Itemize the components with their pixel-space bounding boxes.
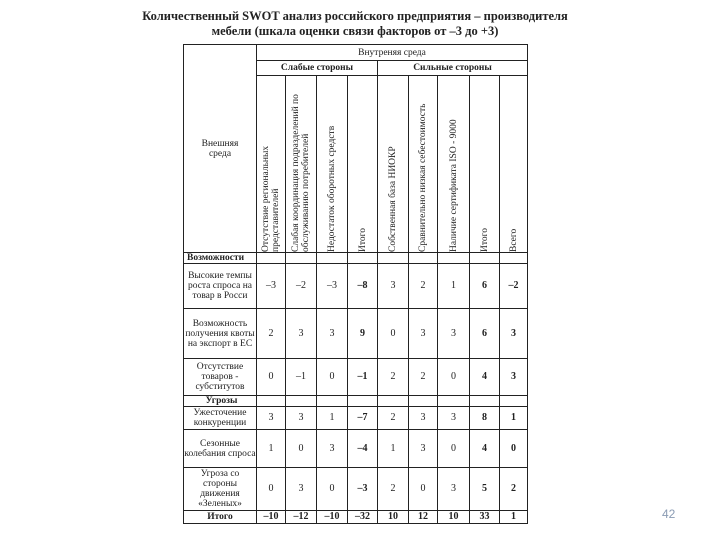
- score-cell: –3: [317, 264, 348, 309]
- column-header: [286, 76, 317, 253]
- total-label: Итого: [184, 511, 257, 524]
- score-cell: 3: [286, 468, 317, 511]
- threats-label: Угрозы: [184, 396, 257, 407]
- score-cell: 3: [438, 468, 470, 511]
- empty-cell: [317, 396, 348, 407]
- column-header-label: Итого: [479, 227, 490, 252]
- score-cell: 2: [500, 468, 528, 511]
- score-cell: 1: [257, 430, 286, 468]
- column-header-label: Наличие сертификата ISO - 9000: [448, 119, 459, 252]
- score-cell: 2: [409, 359, 438, 396]
- opportunities-label: Возможности: [184, 253, 257, 264]
- score-cell: 3: [378, 264, 409, 309]
- column-header-label: Всего: [508, 228, 519, 252]
- score-cell: 3: [438, 309, 470, 359]
- score-cell: 5: [470, 468, 500, 511]
- score-cell: 1: [378, 430, 409, 468]
- score-cell: 2: [378, 359, 409, 396]
- total-cell: –12: [286, 511, 317, 524]
- column-header: [438, 76, 470, 253]
- empty-cell: [348, 253, 378, 264]
- total-cell: 12: [409, 511, 438, 524]
- score-cell: 3: [317, 430, 348, 468]
- row-label: Высокие темпы роста спроса на товар в Росси: [184, 264, 257, 309]
- score-cell: 3: [409, 309, 438, 359]
- score-cell: 0: [257, 468, 286, 511]
- empty-cell: [286, 396, 317, 407]
- score-cell: 2: [257, 309, 286, 359]
- column-header-label: Отсутствие региональных представителей: [261, 145, 281, 252]
- table-row: [184, 309, 528, 359]
- empty-cell: [286, 253, 317, 264]
- table-row: [184, 468, 528, 511]
- title-line-1: Количественный SWOT анализ российского предприятия – производителя: [142, 9, 568, 23]
- score-cell: 0: [257, 359, 286, 396]
- empty-cell: [470, 396, 500, 407]
- score-cell: –4: [348, 430, 378, 468]
- score-cell: 3: [500, 309, 528, 359]
- column-header-label: Слабая координация подразделений по обслуживанию потребителей: [291, 94, 311, 252]
- row-label: Возможность получения квоты на экспорт в ЕС: [184, 309, 257, 359]
- score-cell: 4: [470, 359, 500, 396]
- total-cell: 10: [438, 511, 470, 524]
- column-header: [257, 76, 286, 253]
- score-cell: 0: [438, 359, 470, 396]
- empty-cell: [378, 253, 409, 264]
- score-cell: 6: [470, 309, 500, 359]
- table-row: [184, 407, 528, 430]
- column-header: [409, 76, 438, 253]
- score-cell: 1: [438, 264, 470, 309]
- empty-cell: [378, 396, 409, 407]
- swot-table: [183, 44, 528, 524]
- score-cell: 1: [317, 407, 348, 430]
- score-cell: 4: [470, 430, 500, 468]
- score-cell: 0: [378, 309, 409, 359]
- title-line-2: мебели (шкала оценки связи факторов от –3 до +3): [211, 24, 499, 38]
- column-header: [378, 76, 409, 253]
- score-cell: –8: [348, 264, 378, 309]
- internal-header: Внутреняя среда: [257, 45, 528, 61]
- page-number: 42: [662, 507, 676, 521]
- row-label: Угроза со стороны движения «Зеленых»: [184, 468, 257, 511]
- empty-cell: [409, 253, 438, 264]
- total-row: [184, 511, 528, 524]
- score-cell: 3: [438, 407, 470, 430]
- score-cell: –7: [348, 407, 378, 430]
- column-header: [470, 76, 500, 253]
- empty-cell: [500, 396, 528, 407]
- total-cell: 10: [378, 511, 409, 524]
- total-cell: 1: [500, 511, 528, 524]
- score-cell: 0: [317, 359, 348, 396]
- empty-cell: [257, 253, 286, 264]
- row-label: Отсутствие товаров - субститутов: [184, 359, 257, 396]
- total-cell: –32: [348, 511, 378, 524]
- weak-header: Слабые стороны: [257, 61, 378, 76]
- score-cell: –3: [257, 264, 286, 309]
- empty-cell: [317, 253, 348, 264]
- total-cell: –10: [317, 511, 348, 524]
- score-cell: 3: [409, 430, 438, 468]
- score-cell: 0: [438, 430, 470, 468]
- document-title: [140, 9, 570, 39]
- score-cell: 3: [317, 309, 348, 359]
- empty-cell: [348, 396, 378, 407]
- score-cell: 0: [409, 468, 438, 511]
- score-cell: –2: [286, 264, 317, 309]
- column-header: [317, 76, 348, 253]
- score-cell: 3: [409, 407, 438, 430]
- row-label: Сезонные колебания спроса: [184, 430, 257, 468]
- empty-cell: [470, 253, 500, 264]
- column-header: [500, 76, 528, 253]
- score-cell: 2: [378, 407, 409, 430]
- column-header-label: Собственная база НИОКР: [388, 146, 398, 252]
- table-row: [184, 430, 528, 468]
- empty-cell: [438, 253, 470, 264]
- total-cell: 33: [470, 511, 500, 524]
- score-cell: –3: [348, 468, 378, 511]
- empty-cell: [257, 396, 286, 407]
- score-cell: 3: [257, 407, 286, 430]
- score-cell: 2: [409, 264, 438, 309]
- score-cell: 0: [286, 430, 317, 468]
- score-cell: –1: [348, 359, 378, 396]
- score-cell: –2: [500, 264, 528, 309]
- column-header: [348, 76, 378, 253]
- empty-cell: [500, 253, 528, 264]
- score-cell: 0: [500, 430, 528, 468]
- column-header-label: Итого: [357, 227, 368, 252]
- score-cell: 6: [470, 264, 500, 309]
- score-cell: –1: [286, 359, 317, 396]
- strong-header: Сильные стороны: [378, 61, 528, 76]
- column-header-label: Сравнительно низкая себестоимость: [418, 103, 428, 252]
- score-cell: 1: [500, 407, 528, 430]
- total-cell: –10: [257, 511, 286, 524]
- score-cell: 3: [500, 359, 528, 396]
- row-label: Ужесточение конкуренции: [184, 407, 257, 430]
- score-cell: 0: [317, 468, 348, 511]
- empty-cell: [409, 396, 438, 407]
- column-header-label: Недостаток оборотных средств: [327, 125, 337, 252]
- score-cell: 3: [286, 407, 317, 430]
- score-cell: 3: [286, 309, 317, 359]
- table-row: [184, 264, 528, 309]
- score-cell: 9: [348, 309, 378, 359]
- empty-cell: [438, 396, 470, 407]
- corner-cell: Внешняя среда: [184, 45, 257, 253]
- score-cell: 2: [378, 468, 409, 511]
- table-row: [184, 359, 528, 396]
- score-cell: 8: [470, 407, 500, 430]
